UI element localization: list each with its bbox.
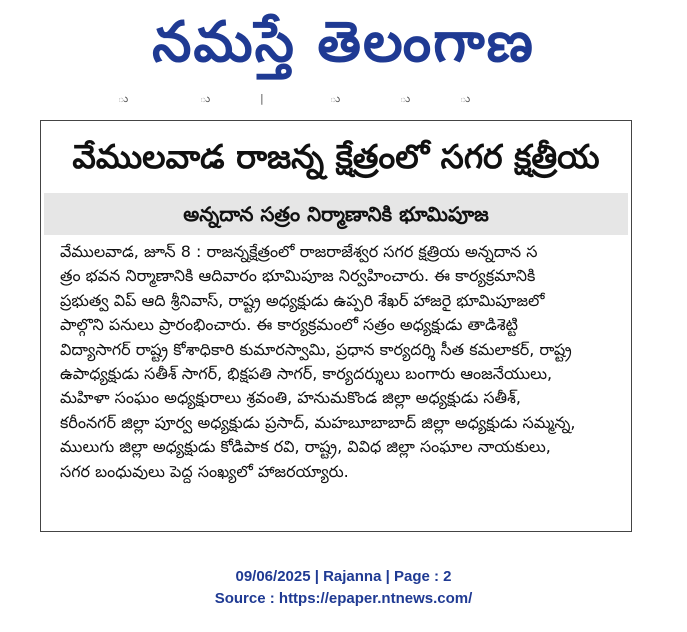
article-body-line: కరీంనగర్ జిల్లా పూర్వ అధ్యక్షుడు ప్రసాద్, మహబూబాబాద్ జిల్లా అధ్యక్షుడు సమ్మన్న, [60,412,576,432]
article-body-line: పాల్గొని పనులు ప్రారంభించారు. ఈ కార్యక్రమంలో సత్రం అధ్యక్షుడు తాడిశెట్టి [60,315,519,335]
article-subheadline: అన్నదాన సత్రం నిర్మాణానికి భూమిపూజ [183,202,489,226]
article-body [60,240,615,484]
article-body-line: విద్యాసాగర్ రాష్ట్ర కోశాధికారి కుమారస్వామి, ప్రధాన కార్యదర్శి సీత కమలాకర్, రాష్ట్ర [60,339,572,359]
masthead-title: నమస్తే తెలంగాణ [152,9,535,75]
article-body-line: ములుగు జిల్లా అధ్యక్షుడు కోడిపాక రవి, రాష్ట్ర, వివిధ జిల్లా సంఘాల నాయకులు, [60,437,551,457]
article-body-line: త్రం భవన నిర్మాణానికి ఆదివారం భూమిపూజ నిర్వహించారు. ఈ కార్యక్రమానికి [60,266,536,286]
article-body-line: ప్రభుత్వ విప్ ఆది శ్రీనివాస్, రాష్ట్ర అధ్యక్షుడు ఉప్పరి శేఖర్ హాజరై భూమిపూజలో [60,290,545,310]
article-headline: వేములవాడ రాజన్న క్షేత్రంలో సగర క్షత్రీయ [72,137,600,176]
article-body-line: ఉపాధ్యక్షుడు సతీశ్ సాగర్, భిక్షపతి సాగర్, కార్యదర్శులు బంగారు ఆంజనేయులు, [60,364,553,384]
edition-info: 09/06/2025 | Rajanna | Page : 2 [235,568,452,585]
source-link[interactable]: Source : https://epaper.ntnews.com/ [214,590,473,607]
article-body-line: సగర బంధువులు పెద్ద సంఖ్యలో హాజరయ్యారు. [60,461,349,481]
masthead-tick-marks: ు ు | ు ు ు [118,92,471,105]
clipping-footer [0,566,687,610]
article-body-line: మహిళా సంఘం అధ్యక్షురాలు శ్రవంతి, హనుమకొండ జిల్లా అధ్యక్షుడు సతీశ్, [60,388,521,408]
article-body-line: వేములవాడ, జూన్ 8 : రాజన్నక్షేత్రంలో రాజరాజేశ్వర సగర క్షత్రియ అన్నదాన స [60,242,538,261]
